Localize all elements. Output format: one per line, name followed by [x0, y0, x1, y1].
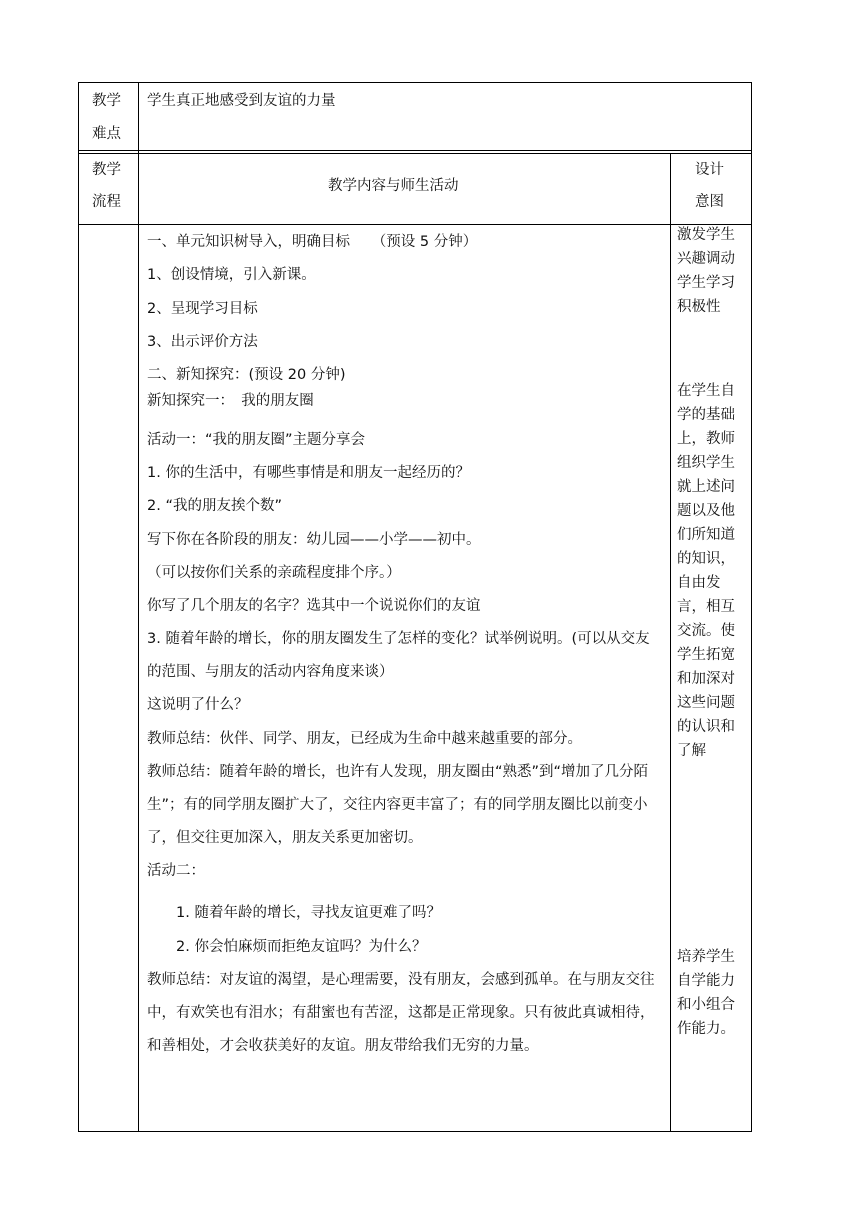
difficulty-label-line2: 难点 [92, 126, 121, 142]
content-line: 新知探究一： 我的朋友圈 [147, 393, 314, 409]
row-divider [79, 224, 751, 225]
content-line: 1. 随着年龄的增长，寻找友谊更难了吗？ [176, 905, 441, 921]
activity-two-title: 活动二： [147, 863, 205, 879]
intent-note: 激发学生兴趣调动学生学习积极性 [677, 227, 735, 315]
teacher-summary: 教师总结：伙伴、同学、朋友，已经成为生命中越来越重要的部分。 [147, 731, 582, 747]
content-line: 3、出示评价方法 [147, 334, 258, 350]
col-divider [138, 83, 139, 1131]
content-line: 2. 你会怕麻烦而拒绝友谊吗？为什么？ [176, 939, 427, 955]
activity-one-title: 活动一：“我的朋友圈”主题分享会 [147, 432, 366, 448]
teacher-summary: 教师总结：随着年龄的增长，也许有人发现，朋友圈由“熟悉”到“增加了几分陌生”；有的同学朋友圈扩大了，交往内容更丰富了；有的同学朋友圈比以前变小了，但交往更加深入，朋友关系更加密切。 [147, 764, 649, 846]
row-divider [79, 150, 751, 151]
content-line: （可以按你们关系的亲疏程度排个序。） [147, 565, 401, 581]
lesson-plan-table [78, 82, 752, 1132]
difficulty-label-line1: 教学 [92, 93, 121, 109]
content-line: 这说明了什么？ [147, 697, 249, 713]
intent-label-line1: 设计 [695, 162, 724, 178]
flow-label-line2: 流程 [92, 194, 121, 210]
content-paragraph: 3. 随着年龄的增长，你的朋友圈发生了怎样的变化？试举例说明。(可以从交友的范围、与朋友的活动内容角度来谈） [147, 631, 650, 680]
content-line: 2、呈现学习目标 [147, 301, 258, 317]
intent-note: 培养学生自学能力和小组合作能力。 [677, 949, 735, 1037]
row-divider [79, 153, 751, 154]
content-title: 教学内容与师生活动 [328, 178, 459, 194]
difficulty-content: 学生真正地感受到友谊的力量 [147, 93, 336, 109]
flow-label-line1: 教学 [92, 162, 121, 178]
content-line: 你写了几个朋友的名字？选其中一个说说你们的友谊 [147, 598, 481, 614]
content-line: 1、创设情境，引入新课。 [147, 267, 316, 283]
intent-note: 在学生自学的基础上，教师组织学生就上述问题以及他们所知道的知识，自由发言，相互交流。使学生拓宽和加深对这些问题的认识和了解 [677, 383, 735, 759]
section-two-heading: 二、新知探究：(预设 20 分钟) [147, 367, 346, 383]
content-line: 写下你在各阶段的朋友：幼儿园——小学——初中。 [147, 532, 481, 548]
section-one-heading: 一、单元知识树导入，明确目标 （预设 5 分钟） [147, 234, 478, 250]
intent-label-line2: 意图 [695, 194, 724, 210]
content-line: 2. “我的朋友挨个数” [147, 498, 282, 514]
col-divider [670, 153, 671, 1131]
teacher-summary: 教师总结：对友谊的渴望，是心理需要，没有朋友，会感到孤单。在与朋友交往中，有欢笑也有泪水；有甜蜜也有苦涩，这都是正常现象。只有彼此真诚相待，和善相处，才会收获美好的友谊。朋友带给我们无穷的力量。 [147, 972, 655, 1054]
content-line: 1. 你的生活中，有哪些事情是和朋友一起经历的？ [147, 465, 470, 481]
